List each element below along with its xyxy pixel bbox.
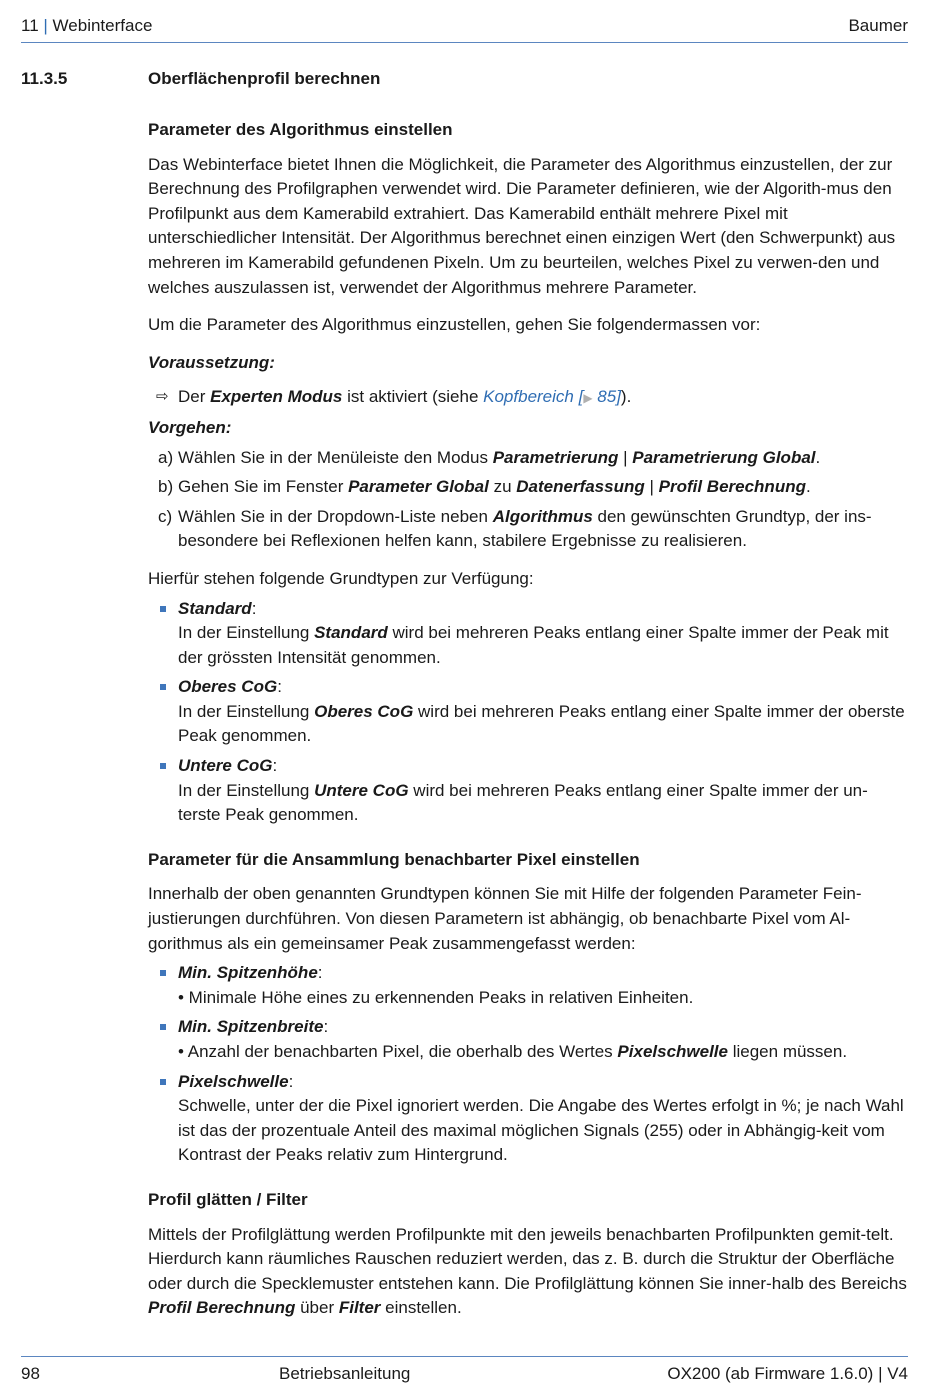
emphasis: Oberes CoG [314,701,414,721]
step-marker: b) [158,477,174,497]
item-name: Min. Spitzenbreite [178,1017,324,1037]
item-name: Oberes CoG [178,677,278,697]
emphasis: Parametrierung [492,447,619,467]
emphasis: Algorithmus [492,506,593,526]
text: einstellen. [380,1298,462,1318]
step-marker: c) [158,506,173,526]
text: • Minimale Höhe eines zu erkennenden Peaks in relativen Einheiten. [178,987,694,1007]
step-c [148,505,908,554]
text: wird bei mehreren Peaks entlang einer Spalte immer der un-terste Peak genommen. [178,780,868,825]
cross-reference-link[interactable] [483,387,621,406]
param-min-spitzenbreite [148,1015,908,1064]
text: Mittels der Profilglättung werden Profilpunkte mit den jeweils benachbarten Profilpunkten gemit-telt. Hierdurch kann räumliches Rauschen reduziert werden, das z. B. durch die Struktur der Oberfläche oder durch die Specklemuster entstehen kann. Die Profilglättung können Sie inner-halb des Bereichs [148,1224,907,1293]
bullet-square-icon [160,763,166,769]
item-name: Untere CoG [178,756,273,776]
section-number: 11.3.5 [21,69,68,88]
page-footer [21,1356,908,1383]
bullet-square-icon [160,606,166,612]
emphasis: Profil Berechnung [658,477,806,497]
link-page: 85] [592,387,621,407]
text: über [295,1298,339,1318]
bullet-square-icon [160,970,166,976]
text: Wählen Sie in der Menüleiste den Modus [178,447,493,467]
text: | [618,447,633,467]
document-type: Betriebsanleitung [279,1364,411,1383]
chapter-number: 11 [21,16,39,35]
prerequisite-label: Voraussetzung: [148,352,275,372]
emphasis: Filter [338,1298,381,1318]
emphasis: Experten Modus [210,387,343,407]
product-version: OX200 (ab Firmware 1.6.0) | V4 [667,1364,908,1383]
text: : [277,677,282,697]
param-min-spitzenhoehe [148,961,908,1010]
paragraph-procedure-intro: Um die Parameter des Algorithmus einzustellen, gehen Sie folgendermassen vor: [148,315,761,335]
types-list [148,597,908,828]
text: Schwelle, unter der die Pixel ignoriert werden. Die Angabe des Wertes erfolgt in %; je nach Wahl ist das der prozentuale Anteil des maximal möglichen Signals (255) oder in Abhängig-keit vom Kontrast der Peaks relativ zum Hintergrund. [178,1096,904,1165]
link-text: Kopfbereich [ [483,387,584,407]
text: ist aktiviert (siehe [342,387,484,407]
subheading-pixel-accumulation: Parameter für die Ansammlung benachbarter Pixel einstellen [148,849,640,869]
emphasis: Datenerfassung [516,477,645,497]
header-chapter [21,16,152,36]
emphasis: Pixelschwelle [617,1042,728,1061]
text: | [644,477,659,497]
step-marker: a) [158,447,174,467]
text: den gewünschten Grundtyp, der ins-besondere bei Reflexionen helfen kann, stabilere Ergebnisse zu realisieren. [178,506,872,551]
procedure-steps [148,446,908,554]
page-ref-icon: ▶ [583,391,593,406]
emphasis: Parameter Global [348,477,489,497]
page-header [21,14,908,43]
type-untere-cog [148,754,908,828]
text: : [288,1071,294,1091]
step-a [148,446,908,471]
section-title: Oberflächenprofil berechnen [148,69,381,88]
text: : [317,963,323,983]
subheading-algorithm: Parameter des Algorithmus einstellen [148,120,453,139]
parameter-list [148,961,908,1168]
text: Der [178,387,211,407]
text: zu [488,477,517,497]
emphasis: Profil Berechnung [148,1298,296,1318]
brand-name: Baumer [848,16,908,35]
page-body [148,118,908,1321]
bullet-square-icon [160,684,166,690]
text: In der Einstellung [178,623,315,643]
text: : [272,756,278,776]
item-name: Pixelschwelle [178,1071,289,1091]
text: wird bei mehreren Peaks entlang einer Spalte immer der Peak mit der grössten Intensität genommen. [178,623,889,667]
param-pixelschwelle [148,1070,908,1168]
paragraph-intro: Das Webinterface bietet Ihnen die Möglichkeit, die Parameter des Algorithmus einzustellen, der zur Berechnung des Profilgraphen verwendet wird. Die Parameter definieren, wie der Algorith-mus den Profilpunkt aus dem Kamerabild extrahiert. Das Kamerabild enthält mehrere Pixel mit unterschiedlicher Intensität. Der Algorithmus berechnet einen einzigen Wert (den Schwerpunkt) aus mehreren im Kamerabild gefundenen Pixeln. Um zu beurteilen, welches Pixel zu verwen-den und welches auszulassen ist, verwendet der Algorithmus mehrere Parameter. [148,154,896,297]
text: wird bei mehreren Peaks entlang einer Spalte immer der oberste Peak genommen. [178,701,905,746]
page-number: 98 [21,1364,40,1383]
chapter-title: Webinterface [52,16,153,35]
text: In der Einstellung [178,780,315,800]
bullet-square-icon [160,1024,166,1030]
text: • Anzahl der benachbarten Pixel, die oberhalb des Wertes [178,1042,618,1061]
item-name: Min. Spitzenhöhe [178,963,318,983]
paragraph-fine-tuning: Innerhalb der oben genannten Grundtypen können Sie mit Hilfe der folgenden Parameter Fein-justierungen durchführen. Von diesen Parametern ist abhängig, ob benachbarte Pixel vom Al-gorithmus als ein gemeinsamer Peak zusammengefasst werden: [148,884,862,953]
header-separator: | [43,16,48,35]
emphasis: Standard [314,623,388,643]
type-oberes-cog [148,675,908,749]
procedure-label: Vorgehen: [148,417,232,437]
paragraph-types-intro: Hierfür stehen folgende Grundtypen zur Verfügung: [148,568,534,588]
arrow-right-icon: ⇨ [156,388,169,406]
text: Gehen Sie im Fenster [178,477,349,497]
subheading-profile-smoothing: Profil glätten / Filter [148,1189,308,1209]
text: Wählen Sie in der Dropdown-Liste neben [178,506,493,526]
type-standard [148,597,908,671]
bullet-square-icon [160,1079,166,1085]
text: ). [620,387,632,407]
step-b [148,475,908,500]
item-name: Standard [178,598,252,618]
text: liegen müssen. [728,1042,848,1061]
text: : [323,1017,329,1037]
text: . [805,477,811,497]
emphasis: Parametrierung Global [632,447,816,467]
prerequisite-item [148,385,908,411]
text: . [815,447,821,467]
emphasis: Untere CoG [314,780,409,800]
paragraph-smoothing [148,1223,908,1321]
text: In der Einstellung [178,701,315,721]
text: : [251,598,257,618]
